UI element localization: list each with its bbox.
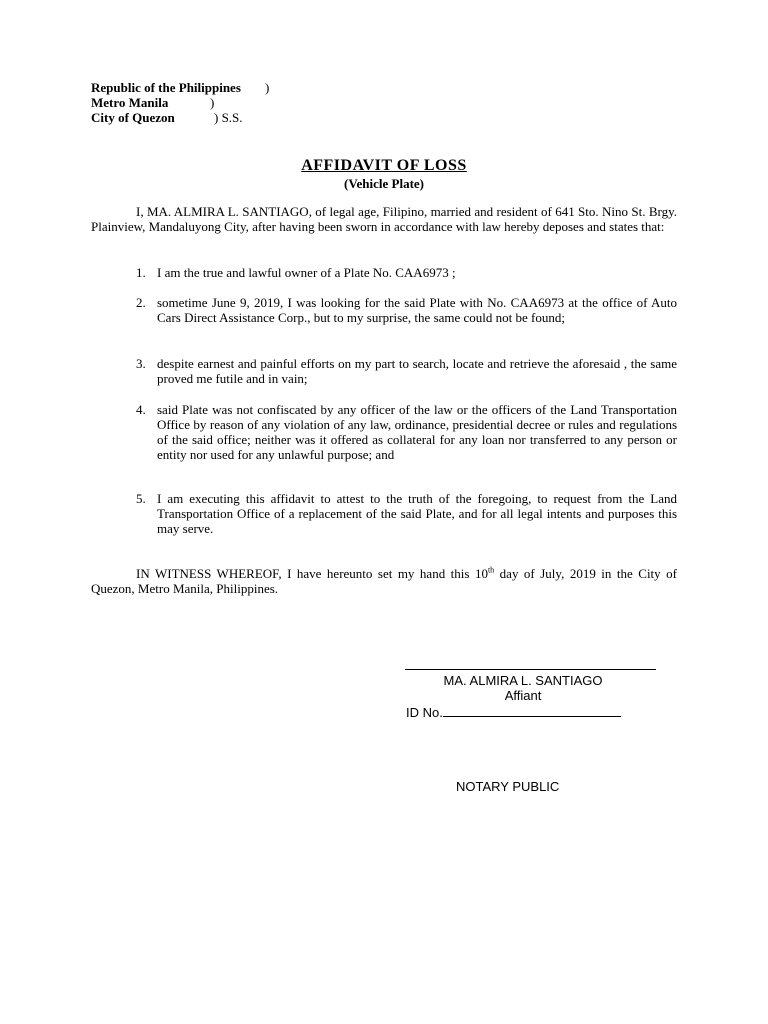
venue-republic-text: Republic of the Philippines [91, 80, 241, 95]
venue-city-text: City of Quezon [91, 110, 175, 125]
list-item-number: 3. [136, 356, 146, 371]
list-item [136, 491, 677, 536]
id-number-row [406, 705, 621, 720]
document-title [0, 157, 768, 175]
list-item [136, 402, 677, 462]
list-item-number: 1. [136, 265, 146, 280]
venue-paren-2: ) [210, 95, 215, 110]
witness-paragraph [91, 566, 677, 596]
id-number-blank [443, 705, 621, 717]
witness-text-before: IN WITNESS WHEREOF, I have hereunto set my hand this 10 [136, 566, 488, 581]
venue-republic [91, 80, 270, 95]
signature-line [405, 669, 656, 670]
affiant-label: Affiant [504, 688, 542, 703]
list-item-number: 2. [136, 295, 146, 310]
venue-metro-text: Metro Manila [91, 95, 169, 110]
list-item [136, 356, 677, 386]
venue-city [91, 110, 241, 125]
list-item-text: sometime June 9, 2019, I was looking for the said Plate with No. CAA6973 at the office of Auto Cars Direct Assistance Corp., but to my surprise, the same could not be found; [157, 295, 677, 325]
venue-header [91, 80, 270, 125]
document-subtitle: (Vehicle Plate) [343, 176, 425, 191]
list-item-text: despite earnest and painful efforts on my part to search, locate and retrieve the aforesaid , the same proved me futile and in vain; [157, 356, 677, 386]
list-item-text: I am the true and lawful owner of a Plate No. CAA6973 ; [157, 265, 456, 280]
venue-paren-1: ) [265, 80, 270, 95]
list-item-number: 5. [136, 491, 146, 506]
list-item [136, 295, 677, 325]
witness-text-after: day of July, 2019 in the City of Quezon, Metro Manila, Philippines. [91, 566, 677, 596]
venue-metro [91, 95, 241, 110]
id-number-label: ID No. [406, 705, 443, 720]
document-title-text: AFFIDAVIT OF LOSS [301, 157, 467, 174]
list-item [136, 265, 677, 280]
list-item-text: said Plate was not confiscated by any officer of the law or the officers of the Land Transportation Office by reason of any violation of any law, ordinance, presidential decree or rules and regulations of the said office; neither was it offered as collateral for any loan nor transferred to any person or entity nor used for any unlawful purpose; and [157, 402, 677, 462]
venue-ss: ) S.S. [214, 110, 243, 125]
list-item-text: I am executing this affidavit to attest to the truth of the foregoing, to request from the Land Transportation Office of a replacement of the said Plate, and for all legal intents and purposes this may serve. [157, 491, 677, 536]
list-item-number: 4. [136, 402, 146, 417]
intro-paragraph: I, MA. ALMIRA L. SANTIAGO, of legal age, Filipino, married and resident of 641 Sto. Nino St. Brgy. Plainview, Mandaluyong City, after having been sworn in accordance with law hereby deposes and states that: [91, 204, 677, 234]
affiant-name: MA. ALMIRA L. SANTIAGO [443, 673, 603, 688]
witness-ordinal-suffix: th [487, 565, 495, 575]
notary-public-label: NOTARY PUBLIC [456, 779, 560, 794]
